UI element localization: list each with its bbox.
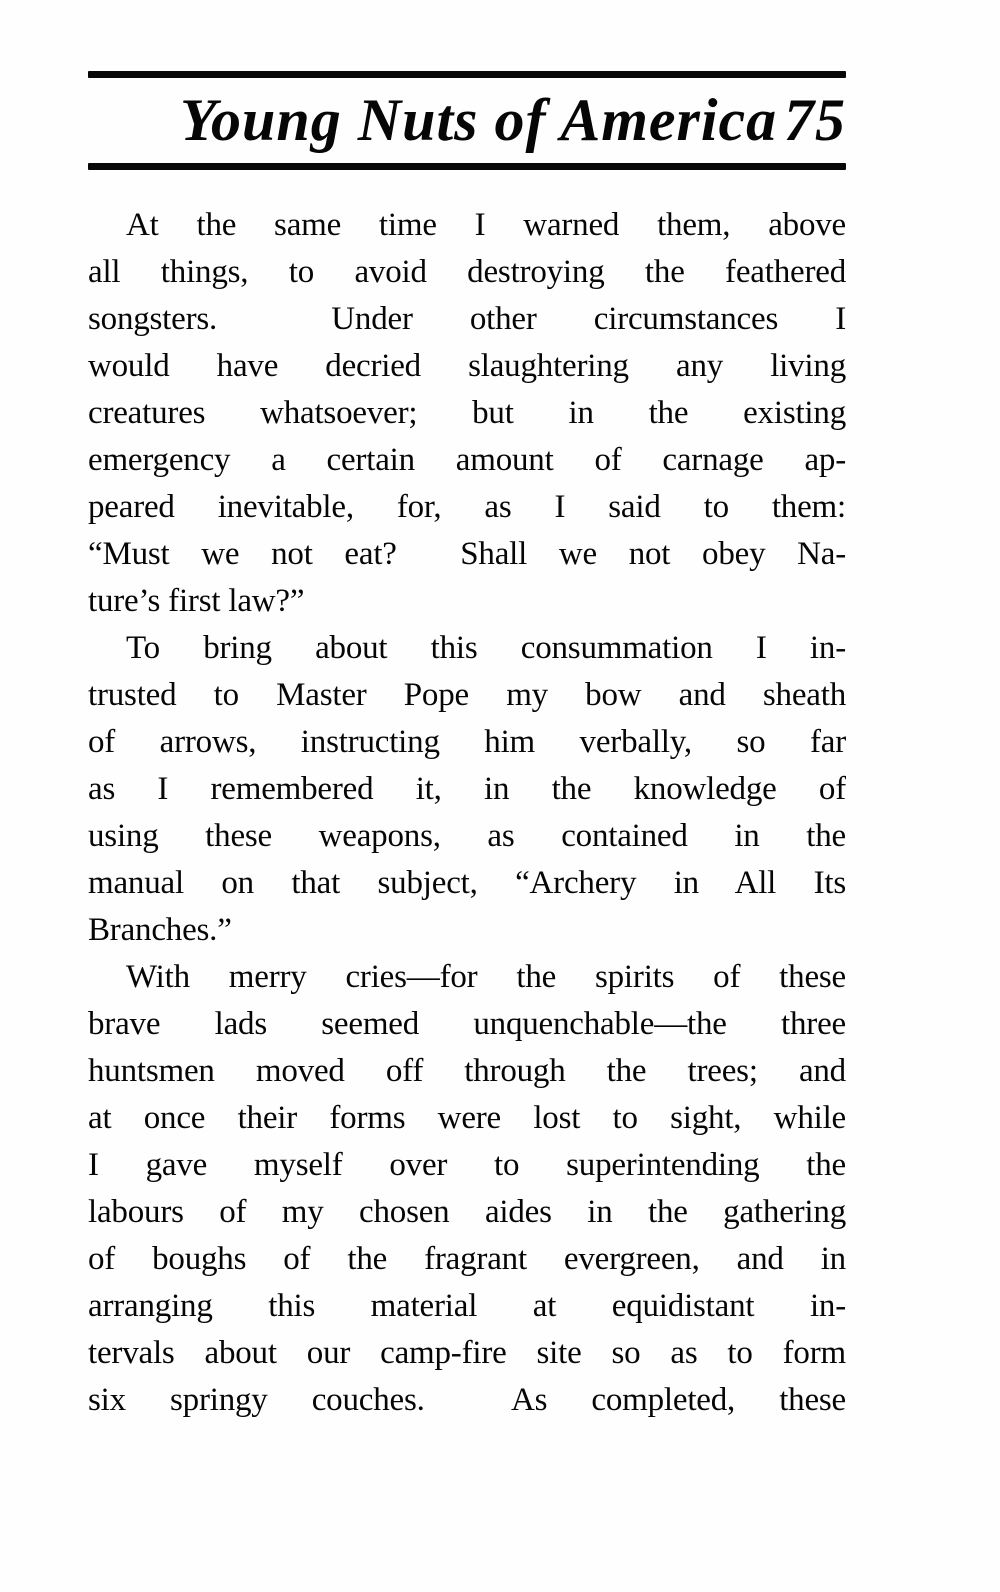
text-line: of boughs of the fragrant evergreen, and in: [88, 1241, 846, 1277]
text-line: peared inevitable, for, as I said to them:: [88, 489, 846, 525]
text-line: labours of my chosen aides in the gathering: [88, 1194, 846, 1230]
text-line: as I remembered it, in the knowledge of: [88, 771, 846, 807]
text-line: To bring about this consummation I in-: [126, 630, 846, 666]
text-line: six springy couches. As completed, these: [88, 1382, 846, 1418]
paragraph: [88, 202, 846, 625]
text-line: tervals about our camp-fire site so as to form: [88, 1335, 846, 1371]
text-line: “Must we not eat? Shall we not obey Na-: [88, 536, 846, 572]
text-line: brave lads seemed unquenchable—the three: [88, 1006, 846, 1042]
text-line: all things, to avoid destroying the feathered: [88, 254, 846, 290]
header-rule-bottom: [88, 163, 846, 170]
paragraph: [88, 625, 846, 954]
text-line: huntsmen moved off through the trees; and: [88, 1053, 846, 1089]
text-line: would have decried slaughtering any living: [88, 348, 846, 384]
text-line: trusted to Master Pope my bow and sheath: [88, 677, 846, 713]
page-content: [88, 0, 846, 1424]
page-number: 75: [784, 87, 846, 153]
text-line: arranging this material at equidistant in-: [88, 1288, 846, 1324]
header-rule-top: [88, 71, 846, 78]
text-line: of arrows, instructing him verbally, so far: [88, 724, 846, 760]
text-line: I gave myself over to superintending the: [88, 1147, 846, 1183]
text-line: At the same time I warned them, above: [126, 207, 846, 243]
text-line: With merry cries—for the spirits of these: [126, 959, 846, 995]
paragraph: [88, 954, 846, 1424]
header-title: Young Nuts of America: [180, 87, 778, 153]
running-header: [88, 78, 846, 163]
text-line: at once their forms were lost to sight, while: [88, 1100, 846, 1136]
text-line: Branches.”: [88, 912, 232, 948]
page-body: [88, 202, 846, 1424]
text-line: emergency a certain amount of carnage ap-: [88, 442, 846, 478]
text-line: ture’s first law?”: [88, 583, 305, 619]
text-line: creatures whatsoever; but in the existing: [88, 395, 846, 431]
text-line: using these weapons, as contained in the: [88, 818, 846, 854]
text-line: songsters. Under other circumstances I: [88, 301, 846, 337]
text-line: manual on that subject, “Archery in All Its: [88, 865, 846, 901]
